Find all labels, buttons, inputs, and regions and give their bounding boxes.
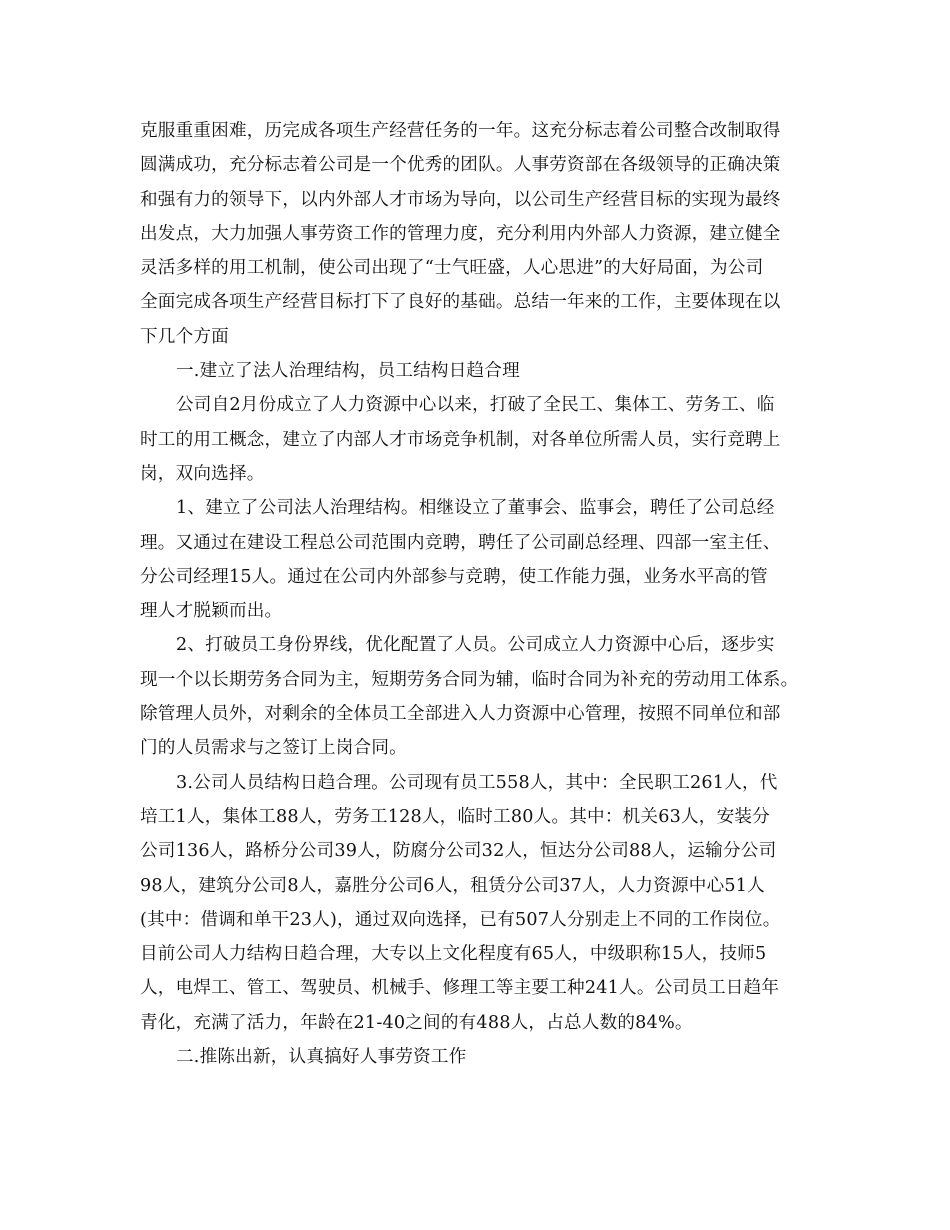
paragraph-first-line: 1、建立了公司法人治理结构。相继设立了董事会、监事会，聘任了公司总经 <box>176 498 775 519</box>
paragraph-line: 青化，充满了活力，年龄在21-40之间的有488人，占总人数的84%。 <box>140 1012 693 1033</box>
paragraph-first-line: 2、打破员工身份界线，优化配置了人员。公司成立人力资源中心后，逐步实 <box>176 635 775 656</box>
paragraph-line: 岗，双向选择。 <box>140 463 265 484</box>
paragraph-line: 灵活多样的用工机制，使公司出现了“士气旺盛，人心思进”的大好局面，为公司 <box>140 258 764 279</box>
paragraph-line: 人，电焊工、管工、驾驶员、机械手、修理工等主要工种241人。公司员工日趋年 <box>140 978 780 999</box>
paragraph-first-line: 公司自2月份成立了人力资源中心以来，打破了全民工、集体工、劳务工、临 <box>176 395 775 416</box>
paragraph-line: 门的人员需求与之签订上岗合同。 <box>140 738 407 759</box>
paragraph-line: 培工1人，集体工88人，劳务工128人，临时工80人。其中：机关63人，安装分 <box>140 806 770 827</box>
paragraph-line: 公司136人，路桥分公司39人，防腐分公司32人，恒达分公司88人，运输分公司 <box>140 841 777 862</box>
paragraph-line: 98人，建筑分公司8人，嘉胜分公司6人，租赁分公司37人，人力资源中心51人 <box>140 875 765 896</box>
paragraph-line: 出发点，大力加强人事劳资工作的管理力度，充分利用内外部人力资源，建立健全 <box>140 223 781 244</box>
paragraph-line: (其中：借调和单干23人)，通过双向选择，已有507人分别走上不同的工作岗位。 <box>140 909 781 930</box>
paragraph-line: 下几个方面 <box>140 326 229 347</box>
paragraph-first-line: 3.公司人员结构日趋合理。公司现有员工558人，其中：全民职工261人，代 <box>176 772 778 793</box>
document-body <box>140 114 820 1074</box>
paragraph-line: 时工的用工概念，建立了内部人才市场竞争机制，对各单位所需人员，实行竞聘上 <box>140 429 781 450</box>
paragraph-line: 现一个以长期劳务合同为主，短期劳务合同为辅，临时合同为补充的劳动用工体系。 <box>140 669 799 690</box>
paragraph-first-line: 一.建立了法人治理结构，员工结构日趋合理 <box>176 361 520 382</box>
paragraph-line: 圆满成功，充分标志着公司是一个优秀的团队。人事劳资部在各级领导的正确决策 <box>140 155 781 176</box>
paragraph-line: 理人才脱颖而出。 <box>140 601 283 622</box>
paragraph-line: 分公司经理15人。通过在公司内外部参与竞聘，使工作能力强，业务水平高的管 <box>140 566 768 587</box>
paragraph-line: 理。又通过在建设工程总公司范围内竞聘，聘任了公司副总经理、四部一室主任、 <box>140 532 781 553</box>
paragraph-first-line: 二.推陈出新，认真搞好人事劳资工作 <box>176 1047 467 1068</box>
paragraph-line: 除管理人员外，对剩余的全体员工全部进入人力资源中心管理，按照不同单位和部 <box>140 704 781 725</box>
paragraph-line: 和强有力的领导下，以内外部人才市场为导向，以公司生产经营目标的实现为最终 <box>140 189 781 210</box>
paragraph-line: 目前公司人力结构日趋合理，大专以上文化程度有65人，中级职称15人，技师5 <box>140 944 767 965</box>
paragraph-line: 全面完成各项生产经营目标打下了良好的基础。总结一年来的工作，主要体现在以 <box>140 292 781 313</box>
paragraph-line: 克服重重困难，历完成各项生产经营任务的一年。这充分标志着公司整合改制取得 <box>140 121 781 141</box>
